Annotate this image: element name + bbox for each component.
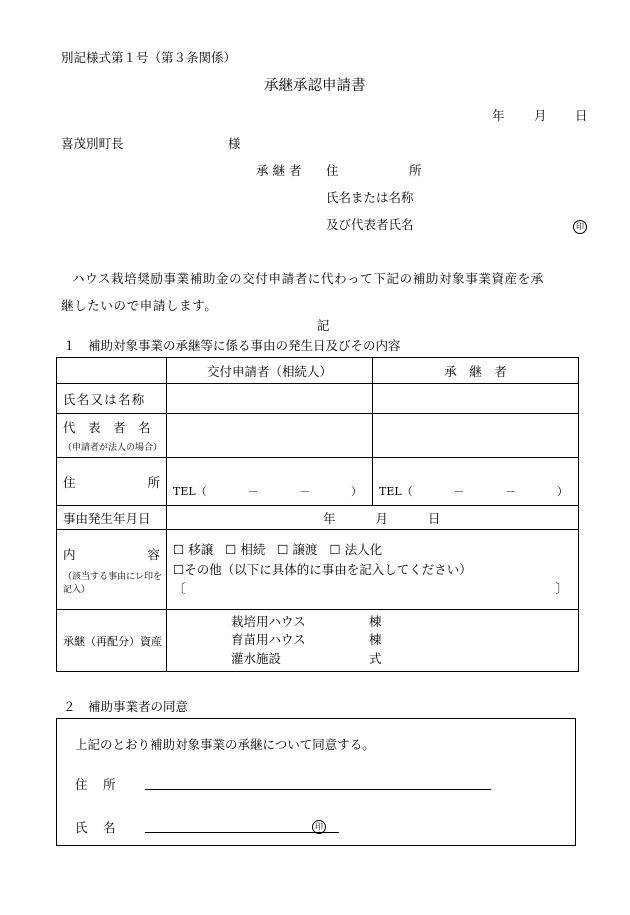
checkbox-inherit[interactable]: ☐ 相続	[225, 542, 266, 558]
row-rep-label: 代 表 者 名 （申請者が法人の場合）	[57, 414, 167, 458]
date-month-label: 月	[534, 108, 547, 123]
consent-name-label-1: 氏	[75, 820, 88, 835]
consent-box	[56, 718, 576, 846]
consent-statement: 上記のとおり補助対象事業の承継について同意する。	[75, 737, 375, 752]
table-row	[57, 530, 579, 610]
successor-address-field[interactable]	[373, 458, 579, 506]
asset-item: 栽培用ハウス 棟	[231, 614, 382, 630]
col-applicant-header: 交付申請者（相続人）	[167, 358, 373, 384]
date-year-label: 年	[492, 108, 505, 123]
asset-item: 灌水施設 式	[231, 650, 382, 666]
row-name-label: 氏名又は名称	[57, 384, 167, 414]
checkbox-incorporate[interactable]: ☐ 法人化	[329, 542, 383, 558]
consent-name-label-2: 名	[103, 820, 116, 835]
table-row	[57, 610, 579, 672]
honorific: 様	[228, 136, 241, 151]
consent-name-line[interactable]	[145, 832, 339, 833]
col-successor-header: 承 継 者	[373, 358, 579, 384]
checkbox-other[interactable]: ☐その他（以下に具体的に事由を記入してください）	[173, 561, 472, 577]
applicant-rep-field[interactable]	[167, 414, 373, 458]
addressee: 喜茂別町長	[61, 136, 124, 151]
content-options	[173, 540, 578, 559]
table-row	[57, 384, 579, 414]
consent-address-line[interactable]	[145, 789, 491, 790]
succession-table	[56, 357, 579, 672]
row-date-label: 事由発生年月日	[57, 506, 167, 530]
form-number: 別記様式第１号（第３条関係）	[61, 50, 237, 65]
applicant-rep-label: 及び代表者氏名	[326, 217, 414, 232]
applicant-name-field[interactable]	[167, 384, 373, 414]
row-assets-label: 承継（再配分）資産	[57, 610, 167, 672]
seal-icon: 印	[312, 820, 326, 834]
assets-field	[167, 610, 579, 672]
form-title: 承継承認申請書	[264, 78, 366, 94]
applicant-address-field[interactable]	[167, 458, 373, 506]
seal-icon: 印	[573, 220, 587, 234]
other-reason-field[interactable]: 〔 〕	[173, 581, 568, 597]
row-rep-note: （申請者が法人の場合）	[63, 443, 163, 453]
table-row	[57, 414, 579, 458]
applicant-name-label: 氏名または名称	[326, 190, 414, 205]
checkbox-transfer[interactable]: ☐ 移譲	[173, 542, 214, 558]
applicant-address-label-1: 住	[326, 163, 339, 178]
applicant-tel: TEL（ － － ）	[173, 485, 362, 498]
consent-address-label-2: 所	[103, 777, 116, 792]
ki-label: 記	[317, 318, 330, 333]
table-header-row	[57, 358, 579, 384]
event-date-field[interactable]: 年 月 日	[167, 506, 579, 530]
body-line-1: ハウス栽培奨励事業補助金の交付申請者に代わって下記の補助対象事業資産を承	[72, 271, 545, 286]
consent-address-label-1: 住	[75, 777, 88, 792]
successor-heading: 承 継 者	[256, 163, 302, 178]
table-row	[57, 458, 579, 506]
row-address-label: 住 所	[57, 458, 167, 506]
table-corner-cell	[57, 358, 167, 384]
content-field	[167, 530, 579, 610]
row-content-note: （該当する事由にレ印を記入）	[63, 571, 163, 595]
table-row	[57, 506, 579, 530]
body-line-2: 継したいので申請します。	[61, 298, 218, 313]
row-content-label: 内 容 （該当する事由にレ印を記入）	[57, 530, 167, 610]
checkbox-assign[interactable]: ☐ 譲渡	[277, 542, 318, 558]
successor-name-field[interactable]	[373, 384, 579, 414]
applicant-address-label-2: 所	[409, 163, 422, 178]
successor-rep-field[interactable]	[373, 414, 579, 458]
section2-heading: ２ 補助事業者の同意	[63, 699, 189, 714]
section1-heading: １ 補助対象事業の承継等に係る事由の発生日及びその内容	[63, 338, 401, 353]
successor-tel: TEL（ － － ）	[379, 485, 568, 498]
date-day-label: 日	[575, 108, 588, 123]
asset-item: 育苗用ハウス 棟	[231, 632, 382, 648]
